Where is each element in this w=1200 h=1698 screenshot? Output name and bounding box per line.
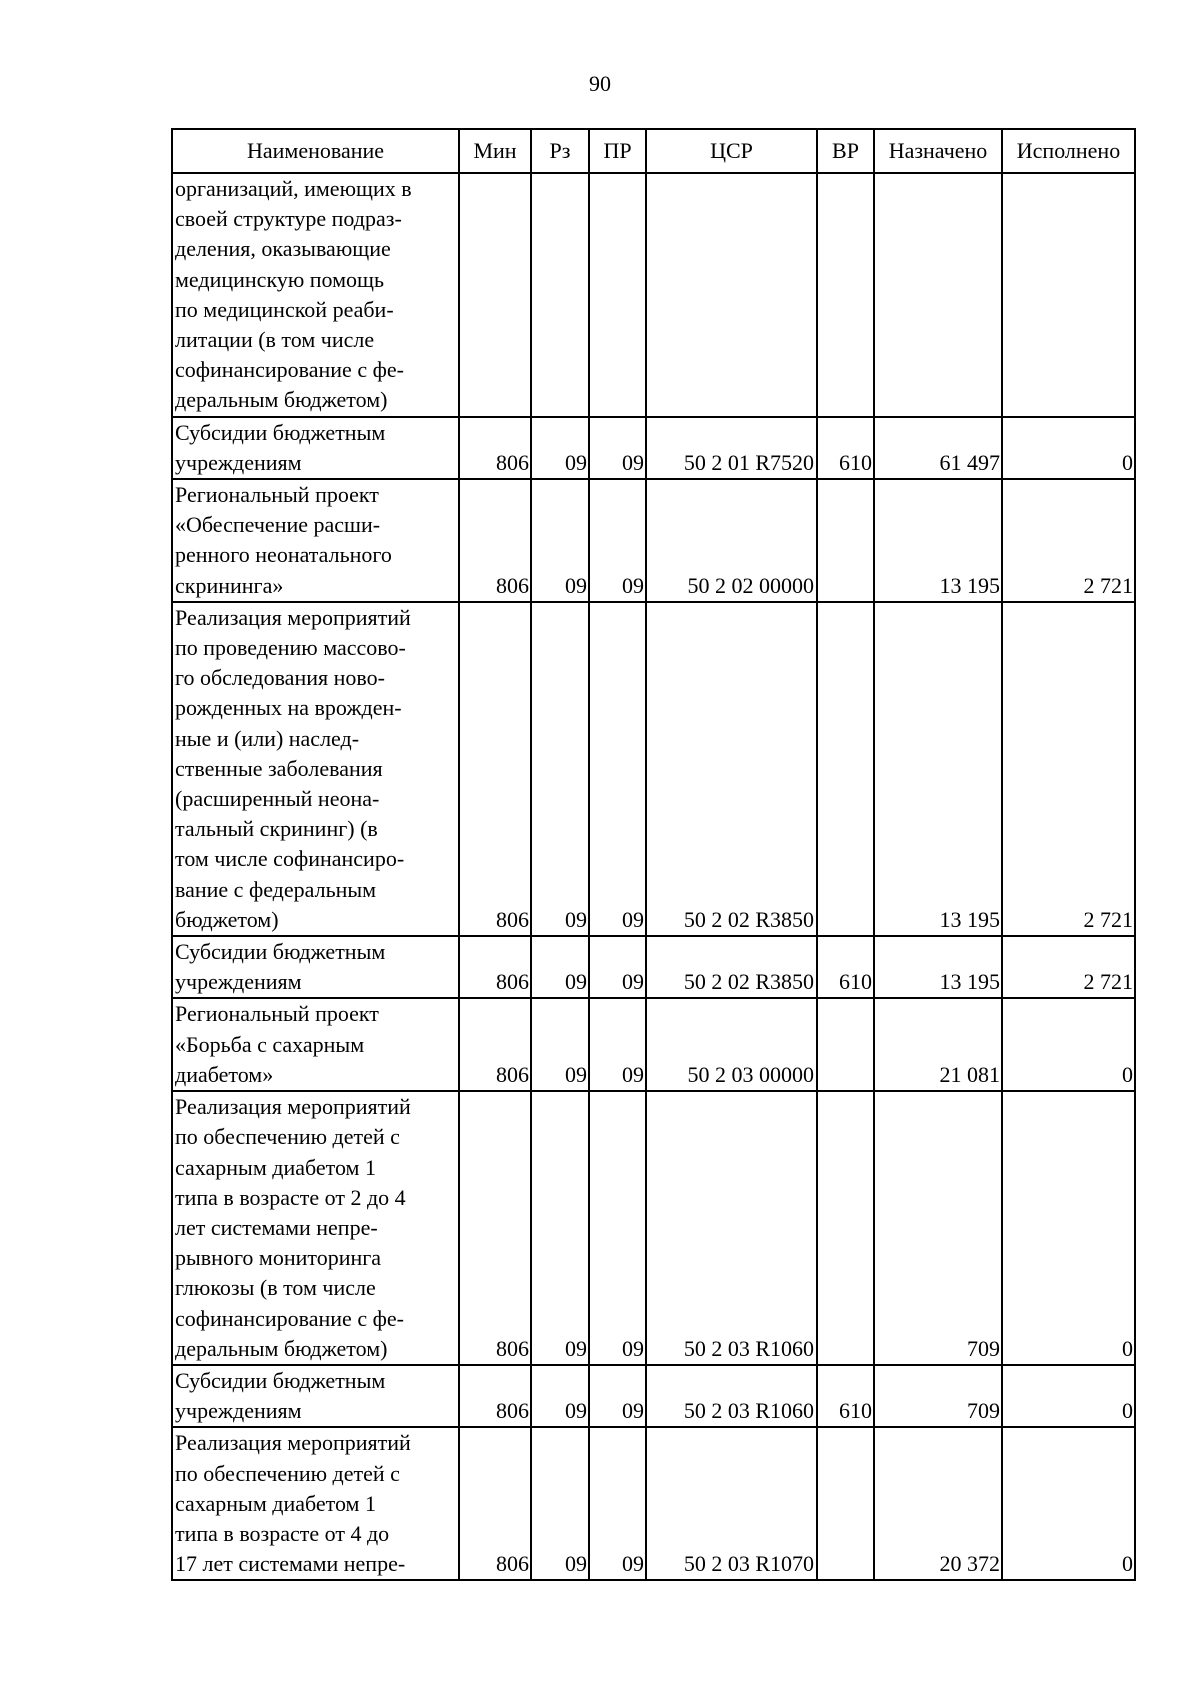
cell-assigned: 13 195 xyxy=(874,936,1002,998)
cell-min xyxy=(459,173,531,417)
cell-executed: 2 721 xyxy=(1002,479,1135,602)
cell-name-line: учреждениям xyxy=(175,969,302,995)
cell-name-line: го обследования ново- xyxy=(175,665,385,691)
cell-name-line: Субсидии бюджетным xyxy=(175,939,386,965)
cell-name-line: скрининга» xyxy=(175,572,284,598)
cell-name-line: Реализация мероприятий xyxy=(175,1430,411,1456)
cell-name-line: диабетом» xyxy=(175,1061,274,1087)
table-row xyxy=(172,936,1135,998)
table-row xyxy=(172,417,1135,479)
cell-name-line: деральным бюджетом) xyxy=(175,1335,388,1361)
cell-name-line: литации (в том числе xyxy=(175,327,375,353)
header-pr: ПР xyxy=(589,129,646,173)
cell-name-line: тальный скрининг) (в xyxy=(175,816,378,842)
cell-name-line: (расширенный неона- xyxy=(175,786,380,812)
cell-executed: 0 xyxy=(1002,1365,1135,1427)
cell-pr: 09 xyxy=(589,1427,646,1580)
cell-vr xyxy=(817,479,874,602)
cell-executed: 0 xyxy=(1002,1091,1135,1365)
cell-vr xyxy=(817,998,874,1091)
cell-vr: 610 xyxy=(817,1365,874,1427)
cell-vr: 610 xyxy=(817,936,874,998)
cell-name-line: рожденных на врожден- xyxy=(175,695,402,721)
cell-csr: 50 2 03 R1060 xyxy=(646,1091,817,1365)
cell-name-line: софинансирование с фе- xyxy=(175,1305,404,1331)
cell-rz: 09 xyxy=(531,998,589,1091)
table-row xyxy=(172,602,1135,936)
cell-csr: 50 2 03 R1070 xyxy=(646,1427,817,1580)
cell-vr xyxy=(817,1091,874,1365)
cell-executed: 0 xyxy=(1002,417,1135,479)
cell-rz xyxy=(531,173,589,417)
cell-name-line: ственные заболевания xyxy=(175,755,383,781)
cell-name-line: учреждениям xyxy=(175,1398,302,1424)
cell-rz: 09 xyxy=(531,936,589,998)
cell-name-line: медицинскую помощь xyxy=(175,266,385,292)
cell-rz: 09 xyxy=(531,602,589,936)
budget-table xyxy=(171,128,1136,1581)
cell-assigned: 20 372 xyxy=(874,1427,1002,1580)
cell-vr xyxy=(817,602,874,936)
cell-assigned: 61 497 xyxy=(874,417,1002,479)
cell-vr: 610 xyxy=(817,417,874,479)
cell-executed: 0 xyxy=(1002,1427,1135,1580)
cell-name-line: Реализация мероприятий xyxy=(175,604,411,630)
cell-min: 806 xyxy=(459,602,531,936)
table-row xyxy=(172,1427,1135,1580)
cell-pr: 09 xyxy=(589,1091,646,1365)
page-number: 90 xyxy=(589,71,611,96)
cell-name-line: типа в возрасте от 4 до xyxy=(175,1520,390,1546)
cell-csr: 50 2 03 00000 xyxy=(646,998,817,1091)
cell-rz: 09 xyxy=(531,1091,589,1365)
cell-pr: 09 xyxy=(589,417,646,479)
cell-assigned: 13 195 xyxy=(874,479,1002,602)
cell-csr: 50 2 02 00000 xyxy=(646,479,817,602)
cell-name-line: глюкозы (в том числе xyxy=(175,1275,376,1301)
table-row xyxy=(172,479,1135,602)
cell-csr: 50 2 02 R3850 xyxy=(646,936,817,998)
table-row xyxy=(172,998,1135,1091)
cell-min: 806 xyxy=(459,417,531,479)
table-row xyxy=(172,1091,1135,1365)
cell-name-line: бюджетом) xyxy=(175,906,279,932)
cell-pr xyxy=(589,173,646,417)
cell-csr: 50 2 02 R3850 xyxy=(646,602,817,936)
cell-executed: 2 721 xyxy=(1002,936,1135,998)
cell-name-line: Региональный проект xyxy=(175,482,379,508)
cell-name-line: Региональный проект xyxy=(175,1001,379,1027)
cell-name-line: ренного неонатального xyxy=(175,542,392,568)
cell-name-line: типа в возрасте от 2 до 4 xyxy=(175,1184,406,1210)
cell-assigned: 21 081 xyxy=(874,998,1002,1091)
cell-name-line: Субсидии бюджетным xyxy=(175,1367,386,1393)
cell-min: 806 xyxy=(459,936,531,998)
cell-name-line: по медицинской реаби- xyxy=(175,296,394,322)
cell-vr xyxy=(817,173,874,417)
header-csr: ЦСР xyxy=(646,129,817,173)
cell-pr: 09 xyxy=(589,602,646,936)
cell-min: 806 xyxy=(459,998,531,1091)
cell-name xyxy=(172,1365,459,1427)
cell-rz: 09 xyxy=(531,417,589,479)
cell-name-line: организаций, имеющих в xyxy=(175,176,412,201)
cell-name xyxy=(172,1091,459,1365)
cell-executed xyxy=(1002,173,1135,417)
cell-min: 806 xyxy=(459,1427,531,1580)
header-rz: Рз xyxy=(531,129,589,173)
cell-name xyxy=(172,936,459,998)
table-header-row xyxy=(172,129,1135,173)
cell-name-line: сахарным диабетом 1 xyxy=(175,1154,376,1180)
cell-min: 806 xyxy=(459,1365,531,1427)
cell-csr: 50 2 03 R1060 xyxy=(646,1365,817,1427)
cell-assigned: 709 xyxy=(874,1365,1002,1427)
cell-name-line: деления, оказывающие xyxy=(175,236,391,262)
cell-name-line: 17 лет системами непре- xyxy=(175,1551,406,1577)
table-body xyxy=(172,173,1135,1580)
cell-name xyxy=(172,602,459,936)
cell-assigned: 13 195 xyxy=(874,602,1002,936)
cell-name-line: Реализация мероприятий xyxy=(175,1094,411,1120)
cell-name-line: по проведению массово- xyxy=(175,635,406,661)
cell-name-line: по обеспечению детей с xyxy=(175,1460,400,1486)
cell-name-line: вание с федеральным xyxy=(175,876,377,902)
header-executed: Исполнено xyxy=(1002,129,1135,173)
cell-pr: 09 xyxy=(589,936,646,998)
header-min: Мин xyxy=(459,129,531,173)
cell-name-line: «Обеспечение расши- xyxy=(175,512,381,538)
cell-name-line: том числе софинансиро- xyxy=(175,846,405,872)
cell-executed: 2 721 xyxy=(1002,602,1135,936)
cell-assigned xyxy=(874,173,1002,417)
header-assigned: Назначено xyxy=(874,129,1002,173)
table-row xyxy=(172,1365,1135,1427)
cell-min: 806 xyxy=(459,479,531,602)
cell-name-line: своей структуре подраз- xyxy=(175,206,402,232)
cell-csr: 50 2 01 R7520 xyxy=(646,417,817,479)
cell-name xyxy=(172,173,459,417)
cell-rz: 09 xyxy=(531,479,589,602)
cell-rz: 09 xyxy=(531,1365,589,1427)
cell-name-line: ные и (или) наслед- xyxy=(175,725,360,751)
cell-pr: 09 xyxy=(589,479,646,602)
cell-min: 806 xyxy=(459,1091,531,1365)
cell-pr: 09 xyxy=(589,998,646,1091)
cell-name-line: Субсидии бюджетным xyxy=(175,419,386,445)
cell-csr xyxy=(646,173,817,417)
cell-name xyxy=(172,998,459,1091)
table-row xyxy=(172,173,1135,417)
cell-name-line: лет системами непре- xyxy=(175,1214,378,1240)
cell-name-line: сахарным диабетом 1 xyxy=(175,1490,376,1516)
cell-assigned: 709 xyxy=(874,1091,1002,1365)
cell-name-line: «Борьба с сахарным xyxy=(175,1031,365,1057)
cell-name-line: учреждениям xyxy=(175,449,302,475)
cell-name xyxy=(172,1427,459,1580)
cell-name xyxy=(172,417,459,479)
cell-rz: 09 xyxy=(531,1427,589,1580)
header-name: Наименование xyxy=(172,129,459,173)
cell-pr: 09 xyxy=(589,1365,646,1427)
cell-vr xyxy=(817,1427,874,1580)
cell-name-line: рывного мониторинга xyxy=(175,1245,382,1271)
cell-name xyxy=(172,479,459,602)
header-vr: ВР xyxy=(817,129,874,173)
cell-name-line: по обеспечению детей с xyxy=(175,1124,400,1150)
cell-name-line: деральным бюджетом) xyxy=(175,387,388,413)
cell-name-line: софинансирование с фе- xyxy=(175,357,404,383)
cell-executed: 0 xyxy=(1002,998,1135,1091)
